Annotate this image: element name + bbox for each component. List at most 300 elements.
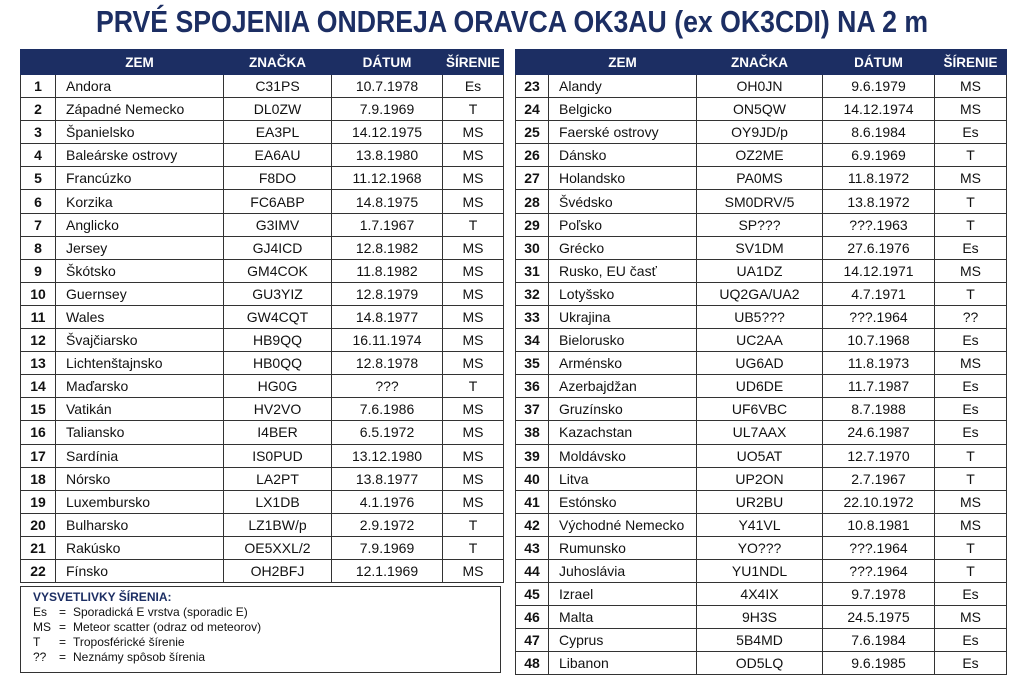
row-number: 9: [21, 259, 56, 282]
row-number: 38: [516, 421, 549, 444]
table-row: [516, 444, 1007, 467]
table-row: [21, 190, 504, 213]
legend-item: [33, 635, 500, 650]
row-number: 7: [21, 213, 56, 236]
callsign-cell: UC2AA: [697, 329, 823, 352]
legend-equals: =: [59, 635, 67, 649]
callsign-cell: EA6AU: [224, 144, 332, 167]
propagation-cell: MS: [443, 444, 504, 467]
row-number: 40: [516, 467, 549, 490]
table-row: [21, 352, 504, 375]
date-cell: 6.5.1972: [332, 421, 443, 444]
date-cell: 11.7.1987: [823, 375, 935, 398]
row-number: 15: [21, 398, 56, 421]
propagation-cell: MS: [443, 167, 504, 190]
row-number: 24: [516, 98, 549, 121]
callsign-cell: LX1DB: [224, 490, 332, 513]
propagation-cell: MS: [443, 329, 504, 352]
country-cell: Nórsko: [56, 467, 224, 490]
row-number: 33: [516, 305, 549, 328]
country-cell: Lichtenštajnsko: [56, 352, 224, 375]
legend-title: VYSVETLIVKY ŠÍRENIA:: [33, 590, 172, 604]
row-number: 37: [516, 398, 549, 421]
legend-item: [33, 620, 500, 635]
callsign-cell: YO???: [697, 536, 823, 559]
table-row: [516, 513, 1007, 536]
legend-code: ??: [33, 650, 47, 664]
date-cell: 13.8.1980: [332, 144, 443, 167]
legend-code: T: [33, 635, 41, 649]
country-cell: Jersey: [56, 236, 224, 259]
table-row: [21, 398, 504, 421]
table-row: [516, 629, 1007, 652]
date-cell: 13.12.1980: [332, 444, 443, 467]
country-cell: Kazachstan: [549, 421, 697, 444]
callsign-cell: LA2PT: [224, 467, 332, 490]
callsign-cell: HG0G: [224, 375, 332, 398]
table-row: [21, 559, 504, 582]
legend-equals: =: [59, 620, 67, 634]
callsign-cell: HV2VO: [224, 398, 332, 421]
row-number: 45: [516, 583, 549, 606]
date-cell: 7.9.1969: [332, 98, 443, 121]
callsign-cell: SV1DM: [697, 236, 823, 259]
date-cell: 7.9.1969: [332, 536, 443, 559]
date-cell: 13.8.1977: [332, 467, 443, 490]
row-number: 13: [21, 352, 56, 375]
callsign-cell: 4X4IX: [697, 583, 823, 606]
country-cell: Alandy: [549, 75, 697, 98]
callsign-cell: GW4CQT: [224, 305, 332, 328]
propagation-cell: Es: [935, 629, 1007, 652]
row-number: 18: [21, 467, 56, 490]
date-cell: 11.8.1982: [332, 259, 443, 282]
country-cell: Holandsko: [549, 167, 697, 190]
row-number: 19: [21, 490, 56, 513]
table-row: [21, 121, 504, 144]
row-number: 21: [21, 536, 56, 559]
date-cell: 14.8.1975: [332, 190, 443, 213]
table-row: [516, 213, 1007, 236]
table-row: [21, 329, 504, 352]
propagation-cell: Es: [935, 236, 1007, 259]
date-cell: 11.12.1968: [332, 167, 443, 190]
contacts-table-left: [20, 49, 504, 583]
callsign-cell: OD5LQ: [697, 652, 823, 675]
propagation-cell: MS: [443, 398, 504, 421]
propagation-cell: MS: [443, 121, 504, 144]
row-number: 4: [21, 144, 56, 167]
table-row: [516, 190, 1007, 213]
legend-item: [33, 650, 500, 665]
legend-items: [33, 605, 500, 665]
date-cell: 14.12.1974: [823, 98, 935, 121]
callsign-cell: DL0ZW: [224, 98, 332, 121]
callsign-cell: LZ1BW/p: [224, 513, 332, 536]
country-cell: Vatikán: [56, 398, 224, 421]
row-number: 26: [516, 144, 549, 167]
date-cell: 2.7.1967: [823, 467, 935, 490]
propagation-cell: MS: [443, 421, 504, 444]
table-row: [516, 606, 1007, 629]
propagation-cell: MS: [443, 490, 504, 513]
propagation-cell: T: [935, 144, 1007, 167]
legend-equals: =: [59, 650, 67, 664]
table-row: [516, 652, 1007, 675]
country-cell: Rusko, EU časť: [549, 259, 697, 282]
date-cell: ???: [332, 375, 443, 398]
table-row: [516, 305, 1007, 328]
country-cell: Izrael: [549, 583, 697, 606]
country-cell: Belgicko: [549, 98, 697, 121]
propagation-cell: MS: [935, 490, 1007, 513]
col-header-country: ZEM: [549, 50, 697, 75]
date-cell: 14.12.1975: [332, 121, 443, 144]
propagation-cell: ??: [935, 305, 1007, 328]
table-row: [516, 375, 1007, 398]
table-header-row: [516, 50, 1007, 75]
col-header-number: [516, 50, 549, 75]
row-number: 29: [516, 213, 549, 236]
table-row: [516, 490, 1007, 513]
row-number: 42: [516, 513, 549, 536]
callsign-cell: C31PS: [224, 75, 332, 98]
date-cell: ???.1964: [823, 536, 935, 559]
date-cell: ???.1964: [823, 305, 935, 328]
table-row: [516, 236, 1007, 259]
callsign-cell: FC6ABP: [224, 190, 332, 213]
table-row: [516, 75, 1007, 98]
country-cell: Anglicko: [56, 213, 224, 236]
date-cell: ???.1964: [823, 559, 935, 582]
propagation-cell: MS: [935, 259, 1007, 282]
legend-equals: =: [59, 605, 67, 619]
table-row: [516, 329, 1007, 352]
country-cell: Východné Nemecko: [549, 513, 697, 536]
callsign-cell: UA1DZ: [697, 259, 823, 282]
callsign-cell: SM0DRV/5: [697, 190, 823, 213]
col-header-country: ZEM: [56, 50, 224, 75]
country-cell: Grécko: [549, 236, 697, 259]
country-cell: Taliansko: [56, 421, 224, 444]
callsign-cell: UB5???: [697, 305, 823, 328]
date-cell: 12.8.1982: [332, 236, 443, 259]
country-cell: Dánsko: [549, 144, 697, 167]
country-cell: Švédsko: [549, 190, 697, 213]
row-number: 35: [516, 352, 549, 375]
propagation-cell: MS: [935, 513, 1007, 536]
callsign-cell: EA3PL: [224, 121, 332, 144]
col-header-propagation: ŠÍRENIE: [443, 50, 504, 75]
row-number: 17: [21, 444, 56, 467]
table-row: [516, 421, 1007, 444]
country-cell: Švajčiarsko: [56, 329, 224, 352]
callsign-cell: SP???: [697, 213, 823, 236]
date-cell: 8.7.1988: [823, 398, 935, 421]
propagation-cell: Es: [935, 121, 1007, 144]
date-cell: 14.12.1971: [823, 259, 935, 282]
legend-item: [33, 605, 500, 620]
row-number: 20: [21, 513, 56, 536]
callsign-cell: UG6AD: [697, 352, 823, 375]
page-title: PRVÉ SPOJENIA ONDREJA ORAVCA OK3AU (ex OK3CDI) NA 2 m: [95, 4, 929, 39]
col-header-number: [21, 50, 56, 75]
date-cell: 12.7.1970: [823, 444, 935, 467]
date-cell: 11.8.1973: [823, 352, 935, 375]
date-cell: 7.6.1984: [823, 629, 935, 652]
propagation-cell: T: [935, 467, 1007, 490]
propagation-cell: T: [443, 213, 504, 236]
country-cell: Juhoslávia: [549, 559, 697, 582]
date-cell: 13.8.1972: [823, 190, 935, 213]
table-row: [516, 583, 1007, 606]
date-cell: 6.9.1969: [823, 144, 935, 167]
row-number: 48: [516, 652, 549, 675]
date-cell: 11.8.1972: [823, 167, 935, 190]
callsign-cell: HB9QQ: [224, 329, 332, 352]
row-number: 32: [516, 282, 549, 305]
table-row: [21, 144, 504, 167]
country-cell: Arménsko: [549, 352, 697, 375]
country-cell: Korzika: [56, 190, 224, 213]
row-number: 10: [21, 282, 56, 305]
country-cell: Francúzko: [56, 167, 224, 190]
propagation-cell: Es: [443, 75, 504, 98]
row-number: 22: [21, 559, 56, 582]
country-cell: Lotyšsko: [549, 282, 697, 305]
row-number: 6: [21, 190, 56, 213]
callsign-cell: GJ4ICD: [224, 236, 332, 259]
callsign-cell: UF6VBC: [697, 398, 823, 421]
country-cell: Estónsko: [549, 490, 697, 513]
callsign-cell: PA0MS: [697, 167, 823, 190]
row-number: 8: [21, 236, 56, 259]
propagation-cell: MS: [935, 98, 1007, 121]
table-row: [516, 259, 1007, 282]
propagation-cell: T: [935, 559, 1007, 582]
row-number: 36: [516, 375, 549, 398]
propagation-cell: MS: [443, 144, 504, 167]
propagation-cell: Es: [935, 375, 1007, 398]
callsign-cell: F8DO: [224, 167, 332, 190]
row-number: 11: [21, 305, 56, 328]
legend-text: Meteor scatter (odraz od meteorov): [73, 620, 262, 634]
country-cell: Azerbajdžan: [549, 375, 697, 398]
country-cell: Rakúsko: [56, 536, 224, 559]
date-cell: 9.6.1979: [823, 75, 935, 98]
table-row: [21, 259, 504, 282]
col-header-propagation: ŠÍRENIE: [935, 50, 1007, 75]
table-row: [21, 98, 504, 121]
propagation-cell: MS: [443, 259, 504, 282]
propagation-cell: T: [443, 513, 504, 536]
country-cell: Moldávsko: [549, 444, 697, 467]
callsign-cell: Y41VL: [697, 513, 823, 536]
date-cell: 9.6.1985: [823, 652, 935, 675]
row-number: 28: [516, 190, 549, 213]
callsign-cell: 9H3S: [697, 606, 823, 629]
contacts-table-right: [515, 49, 1007, 675]
country-cell: Sardínia: [56, 444, 224, 467]
propagation-cell: Es: [935, 398, 1007, 421]
country-cell: Andora: [56, 75, 224, 98]
propagation-cell: T: [935, 190, 1007, 213]
table-row: [516, 121, 1007, 144]
country-cell: Bulharsko: [56, 513, 224, 536]
country-cell: Cyprus: [549, 629, 697, 652]
legend-code: MS: [33, 620, 51, 634]
table-row: [21, 467, 504, 490]
callsign-cell: ON5QW: [697, 98, 823, 121]
country-cell: Ukrajina: [549, 305, 697, 328]
table-row: [516, 352, 1007, 375]
table-row: [21, 375, 504, 398]
row-number: 14: [21, 375, 56, 398]
col-header-date: DÁTUM: [823, 50, 935, 75]
row-number: 30: [516, 236, 549, 259]
table-row: [516, 536, 1007, 559]
callsign-cell: UD6DE: [697, 375, 823, 398]
row-number: 12: [21, 329, 56, 352]
propagation-cell: MS: [443, 190, 504, 213]
col-header-callsign: ZNAČKA: [697, 50, 823, 75]
propagation-cell: Es: [935, 329, 1007, 352]
table-row: [516, 467, 1007, 490]
legend-text: Neznámy spôsob šírenia: [73, 650, 206, 664]
table-row: [516, 167, 1007, 190]
country-cell: Malta: [549, 606, 697, 629]
callsign-cell: OH2BFJ: [224, 559, 332, 582]
propagation-cell: T: [935, 213, 1007, 236]
date-cell: 14.8.1977: [332, 305, 443, 328]
date-cell: 10.8.1981: [823, 513, 935, 536]
callsign-cell: GU3YIZ: [224, 282, 332, 305]
table-row: [21, 236, 504, 259]
date-cell: 24.5.1975: [823, 606, 935, 629]
table-row: [21, 213, 504, 236]
table-row: [516, 559, 1007, 582]
date-cell: 12.8.1979: [332, 282, 443, 305]
country-cell: Rumunsko: [549, 536, 697, 559]
country-cell: Bielorusko: [549, 329, 697, 352]
row-number: 39: [516, 444, 549, 467]
propagation-cell: MS: [443, 352, 504, 375]
date-cell: 8.6.1984: [823, 121, 935, 144]
table-row: [21, 167, 504, 190]
legend-code: Es: [33, 605, 48, 619]
date-cell: ???.1963: [823, 213, 935, 236]
country-cell: Faerské ostrovy: [549, 121, 697, 144]
table-row: [21, 305, 504, 328]
callsign-cell: UO5AT: [697, 444, 823, 467]
propagation-cell: MS: [935, 606, 1007, 629]
table-row: [21, 444, 504, 467]
propagation-cell: T: [443, 98, 504, 121]
date-cell: 12.1.1969: [332, 559, 443, 582]
propagation-cell: T: [443, 536, 504, 559]
row-number: 31: [516, 259, 549, 282]
propagation-cell: T: [935, 282, 1007, 305]
callsign-cell: OZ2ME: [697, 144, 823, 167]
date-cell: 2.9.1972: [332, 513, 443, 536]
table-row: [21, 421, 504, 444]
country-cell: Wales: [56, 305, 224, 328]
row-number: 34: [516, 329, 549, 352]
callsign-cell: OE5XXL/2: [224, 536, 332, 559]
country-cell: Libanon: [549, 652, 697, 675]
date-cell: 16.11.1974: [332, 329, 443, 352]
table-header-row: [21, 50, 504, 75]
legend-text: Sporadická E vrstva (sporadic E): [73, 605, 248, 619]
propagation-cell: MS: [935, 167, 1007, 190]
propagation-cell: MS: [443, 305, 504, 328]
row-number: 44: [516, 559, 549, 582]
table-row: [516, 144, 1007, 167]
propagation-cell: MS: [443, 559, 504, 582]
date-cell: 22.10.1972: [823, 490, 935, 513]
date-cell: 9.7.1978: [823, 583, 935, 606]
country-cell: Maďarsko: [56, 375, 224, 398]
callsign-cell: IS0PUD: [224, 444, 332, 467]
table-row: [21, 490, 504, 513]
table-row: [21, 282, 504, 305]
table-row: [516, 98, 1007, 121]
propagation-cell: MS: [443, 282, 504, 305]
callsign-cell: G3IMV: [224, 213, 332, 236]
date-cell: 12.8.1978: [332, 352, 443, 375]
row-number: 23: [516, 75, 549, 98]
callsign-cell: GM4COK: [224, 259, 332, 282]
propagation-cell: Es: [935, 421, 1007, 444]
table-row: [516, 398, 1007, 421]
row-number: 43: [516, 536, 549, 559]
col-header-callsign: ZNAČKA: [224, 50, 332, 75]
date-cell: 4.7.1971: [823, 282, 935, 305]
row-number: 2: [21, 98, 56, 121]
callsign-cell: UR2BU: [697, 490, 823, 513]
country-cell: Španielsko: [56, 121, 224, 144]
propagation-cell: T: [443, 375, 504, 398]
country-cell: Litva: [549, 467, 697, 490]
date-cell: 10.7.1968: [823, 329, 935, 352]
row-number: 5: [21, 167, 56, 190]
row-number: 25: [516, 121, 549, 144]
country-cell: Poľsko: [549, 213, 697, 236]
country-cell: Luxembursko: [56, 490, 224, 513]
row-number: 1: [21, 75, 56, 98]
country-cell: Baleárske ostrovy: [56, 144, 224, 167]
callsign-cell: I4BER: [224, 421, 332, 444]
row-number: 41: [516, 490, 549, 513]
date-cell: 4.1.1976: [332, 490, 443, 513]
row-number: 46: [516, 606, 549, 629]
propagation-cell: MS: [443, 236, 504, 259]
col-header-date: DÁTUM: [332, 50, 443, 75]
country-cell: Guernsey: [56, 282, 224, 305]
country-cell: Gruzínsko: [549, 398, 697, 421]
propagation-cell: Es: [935, 652, 1007, 675]
legend-text: Troposférické šírenie: [73, 635, 185, 649]
date-cell: 10.7.1978: [332, 75, 443, 98]
callsign-cell: OH0JN: [697, 75, 823, 98]
callsign-cell: UQ2GA/UA2: [697, 282, 823, 305]
callsign-cell: UL7AAX: [697, 421, 823, 444]
propagation-cell: MS: [935, 352, 1007, 375]
propagation-cell: MS: [443, 467, 504, 490]
propagation-legend: [20, 586, 501, 673]
date-cell: 27.6.1976: [823, 236, 935, 259]
table-row: [516, 282, 1007, 305]
